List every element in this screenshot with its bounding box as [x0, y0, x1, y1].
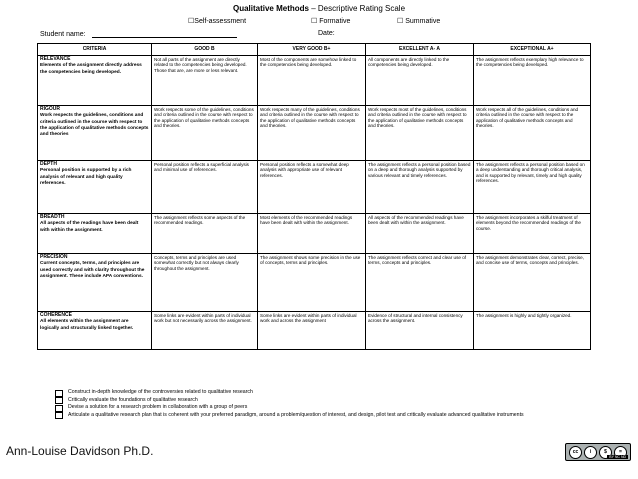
- rating-cell: The assignment incorporates a skilful treatment of elements beyond the recommended readings of the course.: [474, 214, 591, 254]
- table-row: [38, 312, 591, 350]
- table-row: [38, 161, 591, 214]
- title-bold: Qualitative Methods: [232, 4, 309, 13]
- rubric-table: [37, 43, 591, 350]
- criteria-name: COHERENCE: [40, 312, 72, 318]
- page-title: [0, 4, 638, 13]
- cc-license-badge: [565, 443, 631, 461]
- criteria-name: RELEVANCE: [40, 56, 71, 62]
- rating-cell: Some links are evident within parts of individual work and across the assignment: [258, 312, 366, 350]
- criteria-name: PRECISION: [40, 254, 68, 260]
- rubric-header-row: [38, 44, 591, 56]
- header-good: GOOD B: [152, 44, 258, 56]
- criteria-name: BREADTH: [40, 214, 65, 220]
- rating-cell: The assignment reflects a personal position based on a deep and thorough analysis supported by various relevant and timely references.: [366, 161, 474, 214]
- header-criteria: CRITERIA: [38, 44, 152, 56]
- rating-cell: All components are directly linked to the competencies being developed.: [366, 56, 474, 106]
- header-very-good: VERY GOOD B+: [258, 44, 366, 56]
- table-row: [38, 56, 591, 106]
- rating-cell: The assignment shows some precision in the use of concepts, terms and principles.: [258, 254, 366, 312]
- rating-cell: Work respects all of the guidelines, conditions and criteria outlined in the course with respect to the application of qualitative methods concepts and theories.: [474, 106, 591, 161]
- outcome-text: Critically evaluate the foundations of qualitative research: [68, 396, 198, 403]
- rating-cell: Not all parts of the assignment are directly related to the competencies being developed. Those that are, are more or less relevant.: [152, 56, 258, 106]
- list-item: [55, 389, 595, 397]
- date-label: Date:: [318, 30, 335, 37]
- outcome-text: Articulate a qualitative research plan that is coherent with your preferred paradigm, around a problem/question of interest, and design, pilot test and critically evaluate advanced qualitative instruments: [68, 411, 524, 418]
- rating-cell: Most of the components are somehow linked to the competencies being developed.: [258, 56, 366, 106]
- criteria-cell: [38, 214, 152, 254]
- nc-icon: $: [599, 446, 612, 459]
- rating-cell: Work respects some of the guidelines, conditions and criteria outlined in the course with respect to the application of qualitative methods concepts and theories.: [152, 106, 258, 161]
- criteria-cell: [38, 254, 152, 312]
- criteria-desc: Elements of the assignment directly address the competencies being developed.: [40, 63, 142, 75]
- criteria-desc: Personal position is supported by a rich analysis of relevant and high quality references.: [40, 168, 132, 186]
- nd-icon: =: [614, 446, 627, 459]
- criteria-cell: [38, 56, 152, 106]
- license-terms: BY NC ND: [609, 455, 626, 459]
- rating-cell: Work respects most of the guidelines, conditions and criteria outlined in the course with respect to the application of qualitative methods concepts and theories.: [366, 106, 474, 161]
- rating-cell: Evidence of structural and internal consistency across the assignment.: [366, 312, 474, 350]
- table-row: [38, 106, 591, 161]
- outcome-checkbox[interactable]: [55, 405, 63, 412]
- rating-cell: The assignment reflects a personal position based on a deep understanding and thorough critical analysis, and is supported by relevant, timely and high quality references.: [474, 161, 591, 214]
- criteria-name: RIGOUR: [40, 106, 60, 112]
- student-name-label: Student name:: [40, 31, 86, 38]
- criteria-desc: Current concepts, terms, and principles are used correctly and with clarity throughout the assignment. These include APA conventions.: [40, 261, 145, 279]
- author-name: Ann-Louise Davidson Ph.D.: [6, 444, 154, 458]
- cc-icon: cc: [569, 446, 582, 459]
- criteria-desc: All elements within the assignment are logically and structurally linked together.: [40, 319, 134, 331]
- outcome-checkbox[interactable]: [55, 397, 63, 404]
- rating-cell: Concepts, terms and principles are used somewhat correctly but not always clearly throughout the assignment.: [152, 254, 258, 312]
- learning-outcomes-list: [55, 389, 595, 419]
- summative-checkbox[interactable]: ☐ Summative: [397, 18, 441, 25]
- list-item: [55, 397, 595, 405]
- criteria-cell: [38, 106, 152, 161]
- outcome-checkbox[interactable]: [55, 412, 63, 419]
- outcome-checkbox[interactable]: [55, 390, 63, 397]
- rating-cell: All aspects of the recommended readings have been dealt with within the assignment.: [366, 214, 474, 254]
- rating-cell: Personal position reflects a superficial analysis and minimal use of references.: [152, 161, 258, 214]
- rating-cell: Some links are evident within parts of individual work but not necessarily across the assignment.: [152, 312, 258, 350]
- rating-cell: The assignment reflects some aspects of the recommended readings.: [152, 214, 258, 254]
- outcome-text: Devise a solution for a research problem in collaboration with a group of peers: [68, 404, 248, 410]
- table-row: [38, 254, 591, 312]
- rating-cell: Personal position reflects a somewhat deep analysis with appropriate use of relevant references.: [258, 161, 366, 214]
- header-exceptional: EXCEPTIONAL A+: [474, 44, 591, 56]
- outcome-text: Construct in-depth knowledge of the controversies related to qualitative research: [68, 389, 253, 395]
- rating-cell: The assignment is highly and tightly organized.: [474, 312, 591, 350]
- criteria-desc: Work respects the guidelines, conditions and criteria outlined in the course with respect to the application of qualitative methods concepts and theories: [40, 113, 149, 138]
- criteria-cell: [38, 161, 152, 214]
- self-assessment-checkbox[interactable]: ☐Self-assessment: [188, 18, 247, 25]
- rating-cell: The assignment reflects exemplary high relevance to the competencies being developed.: [474, 56, 591, 106]
- rating-cell: Most elements of the recommended readings have been dealt with within the assignment.: [258, 214, 366, 254]
- header-excellent: EXCELLENT A- A: [366, 44, 474, 56]
- student-name-input[interactable]: [92, 30, 237, 38]
- formative-checkbox[interactable]: ☐ Formative: [311, 18, 351, 25]
- list-item: [55, 412, 595, 420]
- criteria-cell: [38, 312, 152, 350]
- by-icon: i: [584, 446, 597, 459]
- title-rest: – Descriptive Rating Scale: [308, 4, 406, 13]
- criteria-desc: All aspects of the readings have been dealt with within the assignment.: [40, 221, 139, 233]
- criteria-name: DEPTH: [40, 161, 57, 167]
- table-row: [38, 214, 591, 254]
- rating-cell: The assignment reflects correct and clear use of terms, concepts and principles.: [366, 254, 474, 312]
- rating-cell: The assignment demonstrates clear, correct, precise, and concise use of terms, concepts and principles.: [474, 254, 591, 312]
- rating-cell: Work respects many of the guidelines, conditions and criteria outlined in the course with respect to the application of qualitative methods concepts and theories.: [258, 106, 366, 161]
- list-item: [55, 404, 595, 412]
- student-name-field: [40, 30, 237, 38]
